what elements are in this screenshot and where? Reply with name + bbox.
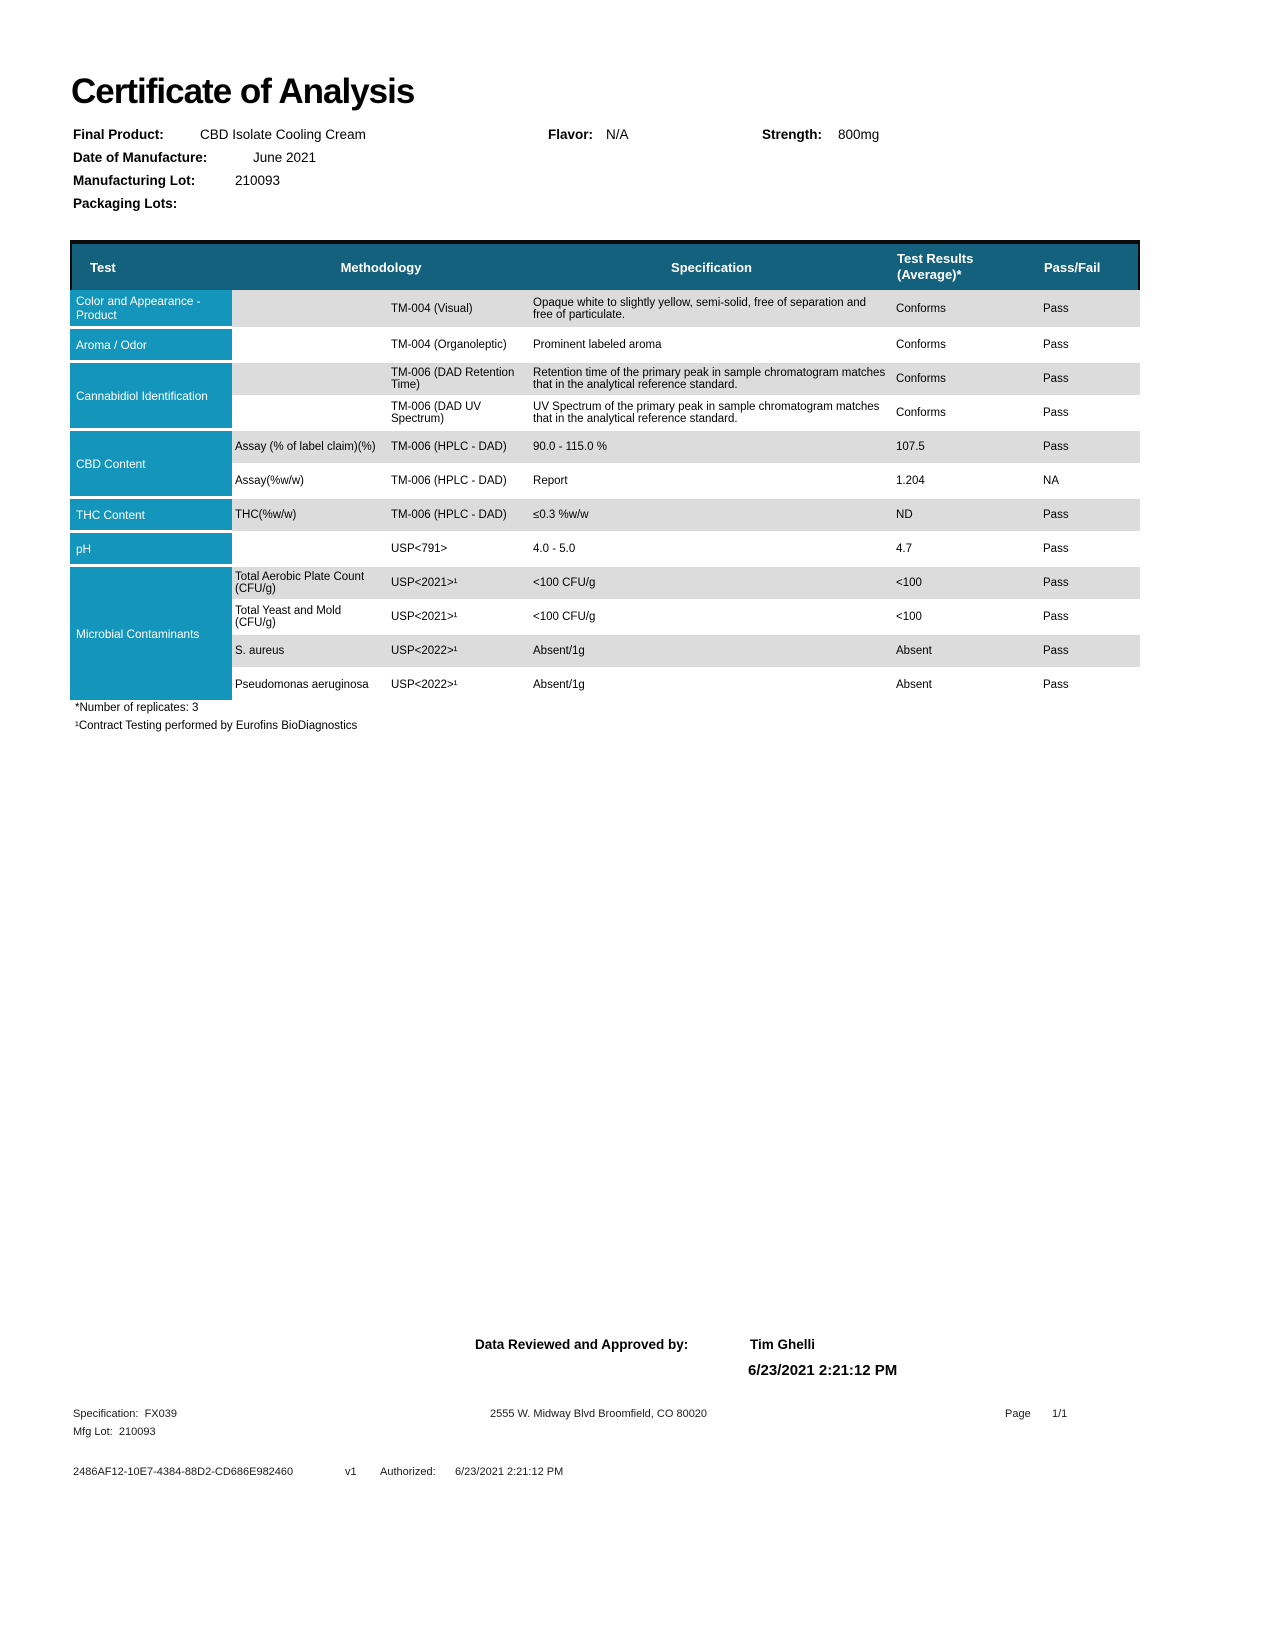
footer-specification: Specification: FX039 bbox=[73, 1408, 177, 1420]
result-cell: Conforms bbox=[893, 329, 1040, 363]
footnote-contract-testing: ¹Contract Testing performed by Eurofins BioDiagnostics bbox=[75, 720, 358, 732]
sub-test-cell: Assay(%w/w) bbox=[232, 465, 388, 499]
table-row bbox=[70, 499, 1140, 533]
test-group-cell: CBD Content bbox=[70, 431, 232, 499]
specification-cell: 90.0 - 115.0 % bbox=[530, 431, 893, 465]
approver-name: Tim Ghelli bbox=[750, 1337, 816, 1352]
methodology-cell: USP<2021>¹ bbox=[388, 567, 530, 601]
final-product-label: Final Product: bbox=[73, 127, 164, 142]
document-id: 2486AF12-10E7-4384-88D2-CD686E982460 bbox=[73, 1466, 294, 1478]
test-group-cell: Aroma / Odor bbox=[70, 329, 232, 363]
specification-cell: Prominent labeled aroma bbox=[530, 329, 893, 363]
manufacturing-lot-value: 210093 bbox=[235, 173, 281, 188]
specification-cell: 4.0 - 5.0 bbox=[530, 533, 893, 567]
test-group-cell: pH bbox=[70, 533, 232, 567]
result-cell: <100 bbox=[893, 567, 1040, 601]
test-group-cell: Cannabidiol Identification bbox=[70, 363, 232, 431]
specification-cell: ≤0.3 %w/w bbox=[530, 499, 893, 533]
specification-cell: <100 CFU/g bbox=[530, 567, 893, 601]
table-row bbox=[70, 533, 1140, 567]
table-header-row bbox=[70, 240, 1140, 290]
footer-page-label: Page bbox=[1005, 1408, 1031, 1420]
document-version: v1 bbox=[345, 1466, 357, 1478]
date-of-manufacture-label: Date of Manufacture: bbox=[73, 150, 208, 165]
sub-test-cell bbox=[232, 397, 388, 431]
result-cell: Conforms bbox=[893, 397, 1040, 431]
table-row bbox=[70, 567, 1140, 601]
table-row bbox=[70, 290, 1140, 329]
passfail-cell: Pass bbox=[1040, 431, 1140, 465]
specification-cell: Absent/1g bbox=[530, 635, 893, 669]
methodology-cell: USP<791> bbox=[388, 533, 530, 567]
methodology-cell: TM-006 (DAD UV Spectrum) bbox=[388, 397, 530, 431]
methodology-cell: TM-006 (HPLC - DAD) bbox=[388, 431, 530, 465]
sub-test-cell: THC(%w/w) bbox=[232, 499, 388, 533]
passfail-cell: Pass bbox=[1040, 363, 1140, 397]
test-group-cell: THC Content bbox=[70, 499, 232, 533]
passfail-cell: NA bbox=[1040, 465, 1140, 499]
sub-test-cell: Total Aerobic Plate Count (CFU/g) bbox=[232, 567, 388, 601]
specification-cell: Opaque white to slightly yellow, semi-solid, free of separation and free of particulate. bbox=[530, 290, 893, 329]
footer-address: 2555 W. Midway Blvd Broomfield, CO 80020 bbox=[490, 1408, 708, 1420]
methodology-cell: TM-004 (Visual) bbox=[388, 290, 530, 329]
specification-cell: Absent/1g bbox=[530, 669, 893, 703]
specification-cell: Retention time of the primary peak in sample chromatogram matches that in the analytical reference standard. bbox=[530, 363, 893, 397]
methodology-cell: TM-006 (DAD Retention Time) bbox=[388, 363, 530, 397]
sub-test-cell: Total Yeast and Mold (CFU/g) bbox=[232, 601, 388, 635]
column-header-test: Test bbox=[70, 240, 232, 290]
methodology-cell: TM-006 (HPLC - DAD) bbox=[388, 499, 530, 533]
authorized-label: Authorized: bbox=[380, 1466, 436, 1478]
result-cell: 4.7 bbox=[893, 533, 1040, 567]
sub-test-cell bbox=[232, 533, 388, 567]
manufacturing-lot-label: Manufacturing Lot: bbox=[73, 173, 196, 188]
strength-value: 800mg bbox=[838, 127, 880, 142]
result-cell: <100 bbox=[893, 601, 1040, 635]
passfail-cell: Pass bbox=[1040, 397, 1140, 431]
approval-label: Data Reviewed and Approved by: bbox=[475, 1337, 689, 1352]
passfail-cell: Pass bbox=[1040, 601, 1140, 635]
column-header-specification: Specification bbox=[530, 240, 893, 290]
result-cell: ND bbox=[893, 499, 1040, 533]
table-row bbox=[70, 329, 1140, 363]
approval-datetime: 6/23/2021 2:21:12 PM bbox=[748, 1362, 898, 1379]
methodology-cell: USP<2022>¹ bbox=[388, 635, 530, 669]
strength-label: Strength: bbox=[762, 127, 822, 142]
authorized-datetime: 6/23/2021 2:21:12 PM bbox=[455, 1466, 564, 1478]
final-product-value: CBD Isolate Cooling Cream bbox=[200, 127, 366, 142]
date-of-manufacture-value: June 2021 bbox=[253, 150, 317, 165]
specification-cell: Report bbox=[530, 465, 893, 499]
table-row bbox=[70, 431, 1140, 465]
passfail-cell: Pass bbox=[1040, 567, 1140, 601]
passfail-cell: Pass bbox=[1040, 635, 1140, 669]
specification-cell: UV Spectrum of the primary peak in sample chromatogram matches that in the analytical reference standard. bbox=[530, 397, 893, 431]
specification-cell: <100 CFU/g bbox=[530, 601, 893, 635]
column-header-passfail: Pass/Fail bbox=[1040, 240, 1140, 290]
passfail-cell: Pass bbox=[1040, 290, 1140, 329]
passfail-cell: Pass bbox=[1040, 329, 1140, 363]
flavor-value: N/A bbox=[606, 127, 629, 142]
sub-test-cell bbox=[232, 329, 388, 363]
packaging-lots-label: Packaging Lots: bbox=[73, 196, 178, 211]
result-cell: Absent bbox=[893, 669, 1040, 703]
sub-test-cell: S. aureus bbox=[232, 635, 388, 669]
result-cell: 1.204 bbox=[893, 465, 1040, 499]
result-cell: Conforms bbox=[893, 363, 1040, 397]
column-header-methodology: Methodology bbox=[232, 240, 530, 290]
sub-test-cell bbox=[232, 363, 388, 397]
footnote-replicates: *Number of replicates: 3 bbox=[75, 702, 199, 714]
methodology-cell: TM-004 (Organoleptic) bbox=[388, 329, 530, 363]
result-cell: Absent bbox=[893, 635, 1040, 669]
sub-test-cell bbox=[232, 290, 388, 329]
result-cell: 107.5 bbox=[893, 431, 1040, 465]
footer-mfg-lot: Mfg Lot: 210093 bbox=[73, 1426, 156, 1438]
footer-page-value: 1/1 bbox=[1052, 1408, 1068, 1420]
flavor-label: Flavor: bbox=[548, 127, 594, 142]
test-group-cell: Color and Appearance - Product bbox=[70, 290, 232, 329]
sub-test-cell: Assay (% of label claim)(%) bbox=[232, 431, 388, 465]
table-row bbox=[70, 363, 1140, 397]
methodology-cell: USP<2022>¹ bbox=[388, 669, 530, 703]
methodology-cell: TM-006 (HPLC - DAD) bbox=[388, 465, 530, 499]
results-table bbox=[70, 240, 1140, 703]
page-title: Certificate of Analysis bbox=[71, 72, 415, 111]
passfail-cell: Pass bbox=[1040, 669, 1140, 703]
result-cell: Conforms bbox=[893, 290, 1040, 329]
methodology-cell: USP<2021>¹ bbox=[388, 601, 530, 635]
column-header-test-results: Test Results (Average)* bbox=[893, 240, 1040, 290]
sub-test-cell: Pseudomonas aeruginosa bbox=[232, 669, 388, 703]
passfail-cell: Pass bbox=[1040, 533, 1140, 567]
passfail-cell: Pass bbox=[1040, 499, 1140, 533]
test-group-cell: Microbial Contaminants bbox=[70, 567, 232, 703]
